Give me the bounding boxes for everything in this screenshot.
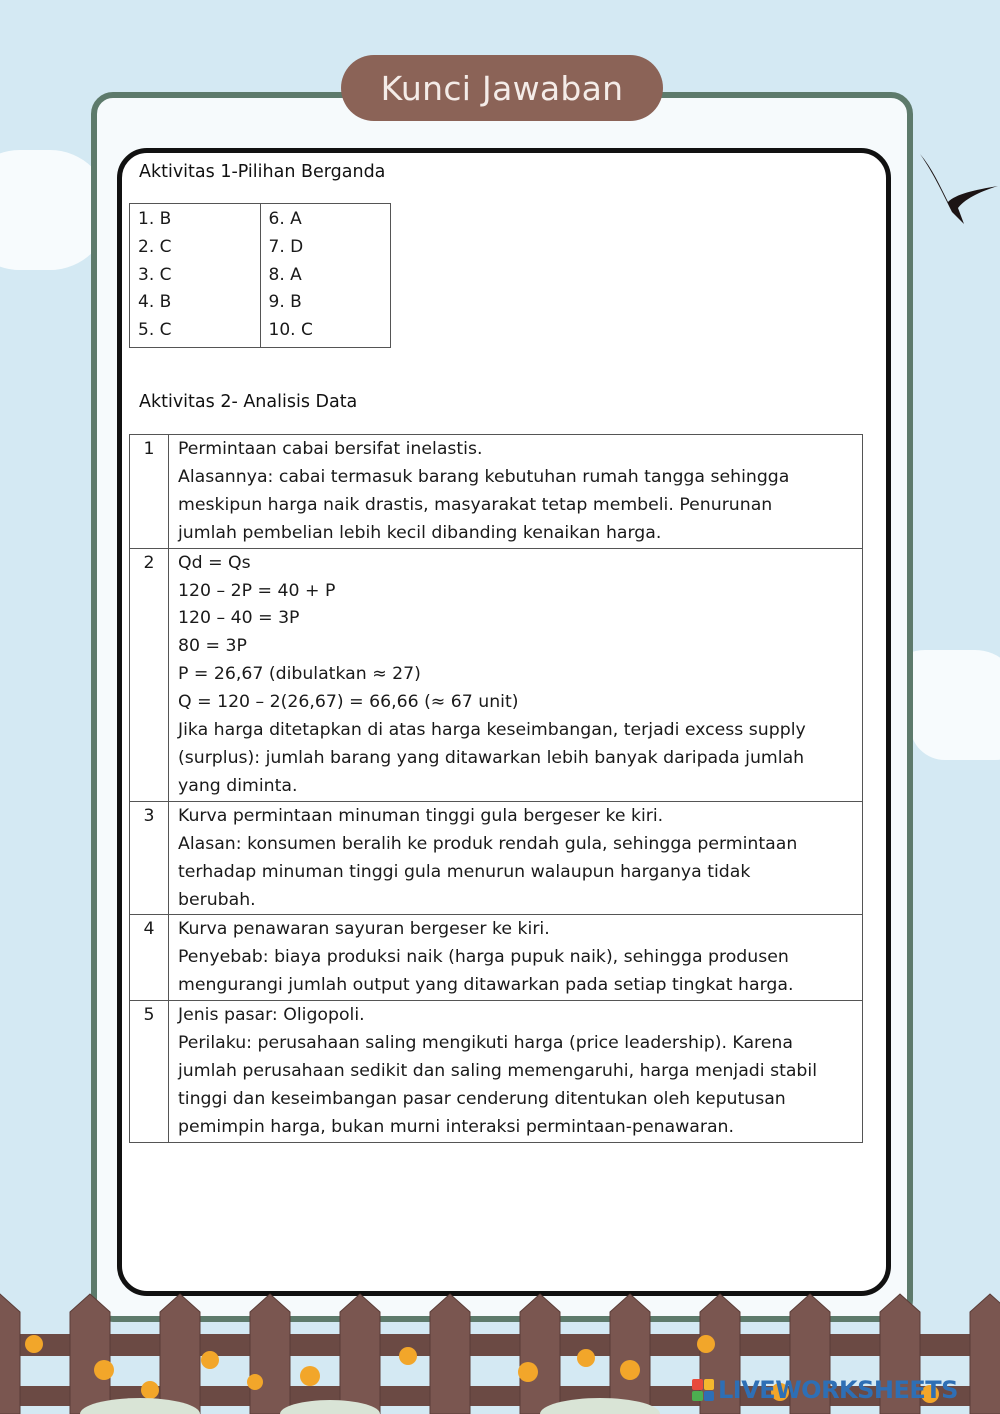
multiple-choice-answer-table — [129, 203, 391, 348]
answer-item: 4. B — [138, 292, 172, 313]
answer-line: Perilaku: perusahaan saling mengikuti harga (price leadership). Karena — [178, 1033, 793, 1054]
answer-item: 3. C — [138, 264, 172, 285]
watermark-text: LIVEWORKSHEETS — [718, 1376, 958, 1404]
answer-line: Jenis pasar: Oligopoli. — [178, 1005, 365, 1026]
liveworksheets-logo-icon — [692, 1379, 714, 1401]
answer-line: mengurangi jumlah output yang ditawarkan pada setiap tingkat harga. — [178, 975, 794, 996]
answer-line: jumlah perusahaan sedikit dan saling memengaruhi, harga menjadi stabil — [178, 1060, 818, 1081]
answer-line: Alasannya: cabai termasuk barang kebutuhan rumah tangga sehingga — [178, 466, 790, 487]
answer-line: Penyebab: biaya produksi naik (harga pupuk naik), sehingga produsen — [178, 947, 789, 968]
page-title: Kunci Jawaban — [341, 55, 663, 121]
row-number: 5 — [130, 1001, 169, 1143]
answer-line: 120 – 2P = 40 + P — [178, 580, 336, 601]
answer-line: pemimpin harga, bukan murni interaksi permintaan-penawaran. — [178, 1116, 734, 1137]
answer-item: 2. C — [138, 236, 172, 257]
activity1-title: Aktivitas 1-Pilihan Berganda — [139, 162, 386, 182]
answer-item: 6. A — [268, 209, 302, 229]
activity2-title: Aktivitas 2- Analisis Data — [139, 392, 358, 412]
cloud-left-2 — [0, 190, 90, 270]
answer-line: Jika harga ditetapkan di atas harga keseimbangan, terjadi excess supply — [178, 720, 806, 741]
answer-line: Kurva penawaran sayuran bergeser ke kiri. — [178, 919, 550, 940]
row-answer — [169, 801, 863, 915]
table-row — [130, 548, 863, 801]
row-number: 1 — [130, 435, 169, 549]
table-row — [130, 801, 863, 915]
cloud-right-2 — [910, 690, 1000, 760]
row-number: 2 — [130, 548, 169, 801]
answer-line: meskipun harga naik drastis, masyarakat tetap membeli. Penurunan — [178, 494, 773, 515]
row-number: 3 — [130, 801, 169, 915]
answer-line: tinggi dan keseimbangan pasar cenderung ditentukan oleh keputusan — [178, 1088, 786, 1109]
answer-item: 10. C — [268, 320, 313, 341]
answer-line: Qd = Qs — [178, 552, 251, 573]
answer-item: 9. B — [268, 292, 302, 313]
answer-line: 120 – 40 = 3P — [178, 608, 300, 629]
answer-line: Q = 120 – 2(26,67) = 66,66 (≈ 67 unit) — [178, 692, 519, 713]
row-answer — [169, 1001, 863, 1143]
table-row — [130, 435, 863, 549]
table-row — [130, 915, 863, 1001]
answer-line: Alasan: konsumen beralih ke produk rendah gula, sehingga permintaan — [178, 833, 798, 854]
bird-icon — [918, 150, 1000, 230]
answer-item: 7. D — [268, 236, 304, 257]
answer-line: terhadap minuman tinggi gula menurun walaupun harganya tidak — [178, 861, 751, 882]
answer-line: (surplus): jumlah barang yang ditawarkan lebih banyak daripada jumlah — [178, 747, 805, 768]
answer-line: yang diminta. — [178, 775, 298, 796]
answer-line: P = 26,67 (dibulatkan ≈ 27) — [178, 664, 421, 685]
answers-column-right — [260, 204, 391, 348]
answer-item: 5. C — [138, 320, 172, 341]
table-row — [130, 1001, 863, 1143]
answer-item: 8. A — [268, 264, 302, 285]
liveworksheets-watermark — [692, 1375, 958, 1405]
answers-column-left — [130, 204, 261, 348]
row-answer — [169, 915, 863, 1001]
answer-line: 80 = 3P — [178, 636, 247, 657]
answer-line: berubah. — [178, 889, 256, 910]
row-number: 4 — [130, 915, 169, 1001]
answer-line: jumlah pembelian lebih kecil dibanding kenaikan harga. — [178, 522, 662, 543]
row-answer — [169, 548, 863, 801]
data-analysis-answer-table — [129, 434, 863, 1143]
answer-item: 1. B — [138, 209, 172, 229]
answer-line: Kurva permintaan minuman tinggi gula bergeser ke kiri. — [178, 805, 664, 826]
row-answer — [169, 435, 863, 549]
answer-line: Permintaan cabai bersifat inelastis. — [178, 439, 483, 459]
